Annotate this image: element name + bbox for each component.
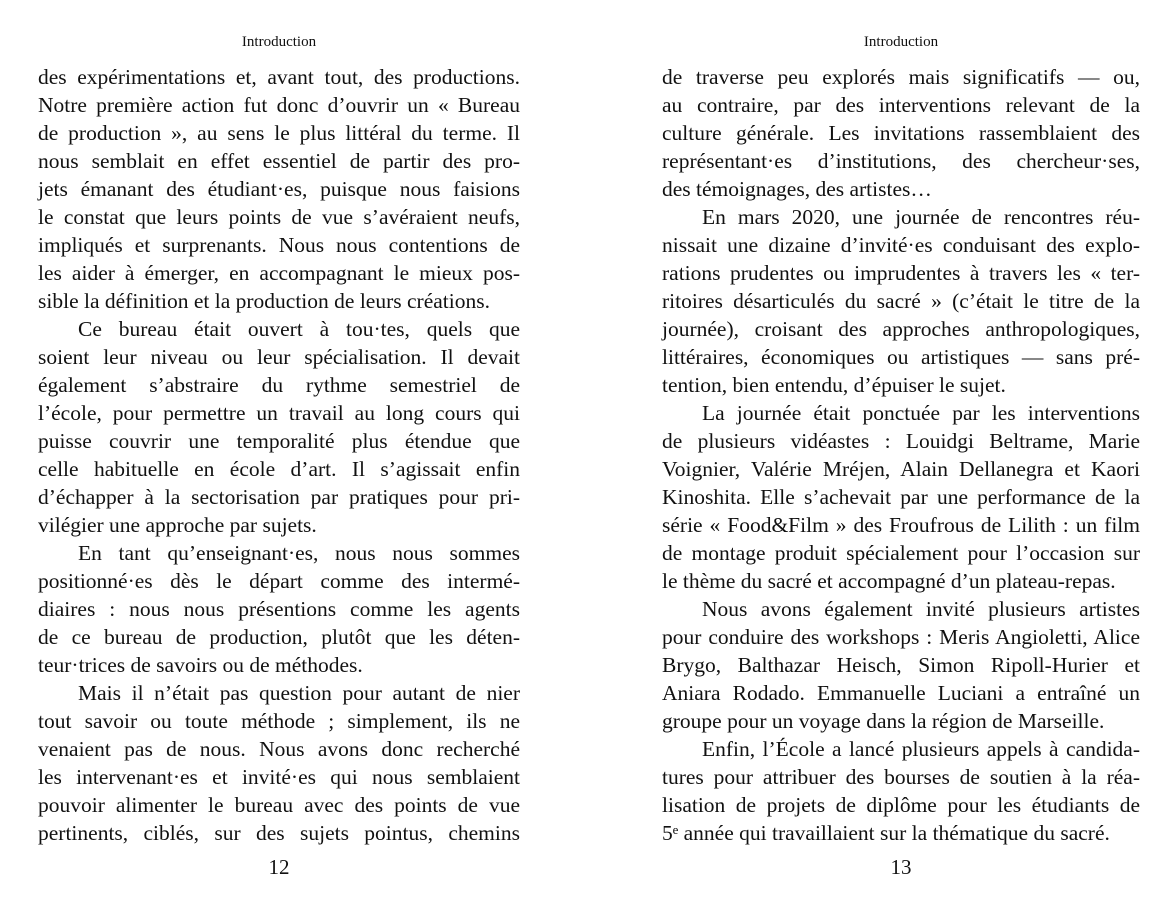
- text-line: En mars 2020, une journée de rencontres réu-: [702, 205, 1140, 229]
- text-line: lisation de projets de diplôme pour les étudiants de: [662, 793, 1140, 817]
- text-line: pour conduire des workshops : Meris Angioletti, Alice: [662, 625, 1140, 649]
- text-line: teur·trices de savoirs ou de méthodes.: [38, 653, 363, 677]
- text-line: rations prudentes ou imprudentes à travers les « ter-: [662, 261, 1140, 285]
- text-line: tures pour attribuer des bourses de soutien à la réa-: [662, 765, 1140, 789]
- text-line: de plusieurs vidéastes : Louidgi Beltrame, Marie: [662, 429, 1140, 453]
- text-line: puisse couvrir une temporalité plus étendue que: [38, 429, 520, 453]
- text-line: ritoires désarticulés du sacré » (c’était le titre de la: [662, 289, 1140, 313]
- text-line: positionné·es dès le départ comme des intermé-: [38, 569, 520, 593]
- text-line: Kinoshita. Elle s’achevait par une performance de la: [662, 485, 1140, 509]
- text-line: les intervenant·es et invité·es qui nous semblaient: [38, 765, 520, 789]
- text-line: tention, bien entendu, d’épuiser le sujet.: [662, 373, 1006, 397]
- text-line: diaires : nous nous présentions comme les agents: [38, 597, 520, 621]
- text-line: culture générale. Les invitations rassemblaient des: [662, 121, 1140, 145]
- text-line: pertinents, ciblés, sur des sujets pointus, chemins: [38, 821, 520, 845]
- text-line: nous semblait en effet essentiel de partir des pro-: [38, 149, 520, 173]
- left-page: [38, 0, 520, 912]
- text-line: pouvoir alimenter le bureau avec des points de vue: [38, 793, 520, 817]
- text-line: le thème du sacré et accompagné d’un plateau-repas.: [662, 569, 1116, 593]
- text-line: d’échapper à la sectorisation par pratiques pour pri-: [38, 485, 520, 509]
- right-page: [662, 0, 1140, 912]
- text-line: journée), croisant des approches anthropologiques,: [662, 317, 1140, 341]
- running-head: Introduction: [241, 34, 317, 50]
- text-line: Brygo, Balthazar Heisch, Simon Ripoll-Hurier et: [662, 653, 1140, 677]
- text-line: de traverse peu explorés mais significatifs — ou,: [662, 65, 1140, 89]
- text-line: La journée était ponctuée par les interventions: [702, 401, 1140, 425]
- text-line: jets émanant des étudiant·es, puisque nous faisions: [38, 177, 520, 201]
- text-line: les aider à émerger, en accompagnant le mieux pos-: [38, 261, 520, 285]
- text-line: nissait une dizaine d’invité·es conduisant des explo-: [662, 233, 1140, 257]
- text-line: sible la définition et la production de leurs créations.: [38, 289, 490, 313]
- page-number: 13: [890, 855, 912, 879]
- text-line: l’école, pour permettre un travail au long cours qui: [38, 401, 520, 425]
- text-line: soient leur niveau ou leur spécialisation. Il devait: [38, 345, 520, 369]
- text-line: littéraires, économiques ou artistiques — sans pré-: [662, 345, 1140, 369]
- text-line: Ce bureau était ouvert à tou·tes, quels que: [78, 317, 520, 341]
- text-line: série « Food&Film » des Froufrous de Lilith : un film: [662, 513, 1140, 537]
- running-head: Introduction: [863, 34, 939, 50]
- text-line: venaient pas de nous. Nous avons donc recherché: [38, 737, 520, 761]
- page-number: 12: [268, 855, 290, 879]
- text-line: vilégier une approche par sujets.: [38, 513, 317, 537]
- text-line: 5ᵉ année qui travaillaient sur la thématique du sacré.: [662, 821, 1110, 845]
- text-line: celle habituelle en école d’art. Il s’agissait enfin: [38, 457, 520, 481]
- text-line: de ce bureau de production, plutôt que les déten-: [38, 625, 520, 649]
- text-line: tout savoir ou toute méthode ; simplement, ils ne: [38, 709, 520, 733]
- text-line: de montage produit spécialement pour l’occasion sur: [662, 541, 1140, 565]
- text-line: impliqués et surprenants. Nous nous contentions de: [38, 233, 520, 257]
- text-line: Mais il n’était pas question pour autant de nier: [78, 681, 520, 705]
- text-line: Voignier, Valérie Mréjen, Alain Dellanegra et Kaori: [662, 457, 1140, 481]
- text-line: En tant qu’enseignant·es, nous nous sommes: [78, 541, 520, 565]
- text-line: groupe pour un voyage dans la région de Marseille.: [662, 709, 1105, 733]
- page-body: [38, 63, 520, 847]
- text-line: représentant·es d’institutions, des chercheur·ses,: [662, 149, 1140, 173]
- text-line: Aniara Rodado. Emmanuelle Luciani a entraîné un: [662, 681, 1140, 705]
- text-line: au contraire, par des interventions relevant de la: [662, 93, 1140, 117]
- text-line: le constat que leurs points de vue s’avéraient neufs,: [38, 205, 520, 229]
- text-line: des expérimentations et, avant tout, des productions.: [38, 65, 520, 89]
- text-line: Notre première action fut donc d’ouvrir un « Bureau: [38, 93, 520, 117]
- text-line: également s’abstraire du rythme semestriel de: [38, 373, 520, 397]
- text-line: des témoignages, des artistes…: [662, 177, 932, 201]
- text-line: Enfin, l’École a lancé plusieurs appels à candida-: [702, 737, 1140, 761]
- text-line: Nous avons également invité plusieurs artistes: [702, 597, 1140, 621]
- text-line: de production », au sens le plus littéral du terme. Il: [38, 121, 520, 145]
- page-body: [662, 63, 1140, 847]
